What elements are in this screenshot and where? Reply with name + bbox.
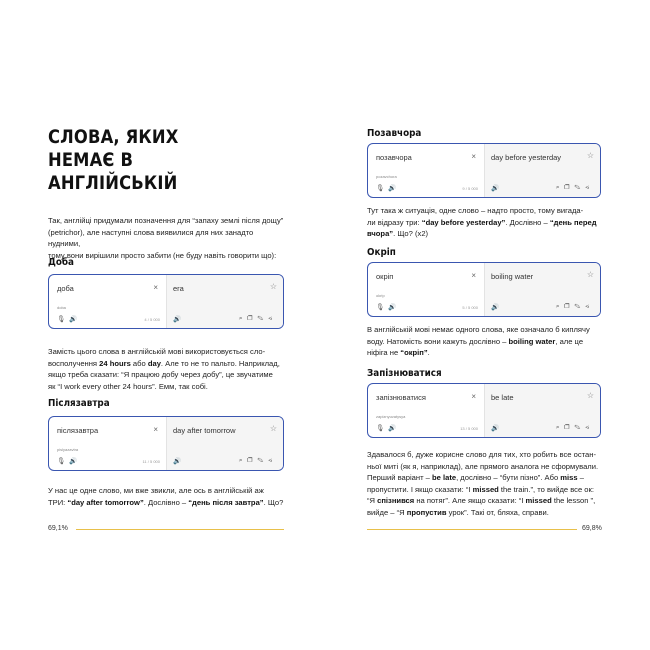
text-run: , але це: [555, 336, 584, 346]
share-icon[interactable]: ⋖: [268, 457, 277, 464]
section-heading-zapiznyuvatysya: Запізнюватися: [367, 368, 442, 379]
search-icon[interactable]: ⌕: [238, 315, 248, 322]
target-pane: [484, 144, 600, 197]
star-icon[interactable]: ☆: [586, 270, 594, 279]
char-count: 4 / 5 000: [144, 317, 160, 322]
target-pane: [484, 384, 600, 437]
rich-text: [367, 449, 605, 518]
source-tools: [57, 457, 81, 465]
rich-text: [48, 346, 284, 392]
text-line: [367, 461, 605, 473]
translation-text: day before yesterday: [491, 153, 562, 162]
search-icon[interactable]: ⌕: [238, 457, 248, 464]
transliteration: doba: [57, 305, 66, 310]
text-run: вийде – “Я: [367, 507, 407, 517]
bold-text: 24 hours: [99, 358, 131, 368]
mic-icon[interactable]: 🎙: [376, 425, 389, 432]
bold-text: missed: [525, 496, 552, 505]
intro-line: тому вони вирішили просто забити (не буду навіть говорити що):: [48, 250, 277, 260]
bold-text: miss: [560, 473, 578, 482]
source-tools: [376, 184, 400, 192]
mic-icon[interactable]: 🎙: [57, 458, 70, 465]
footer-rule: [76, 529, 284, 530]
translation-text: era: [173, 284, 184, 293]
text-line: [48, 358, 284, 370]
transliteration: pislyazavtra: [57, 447, 79, 452]
text-run: воду. Натомість вони кажуть дослівно –: [367, 336, 509, 346]
copy-icon[interactable]: ❐: [564, 184, 575, 191]
clear-icon[interactable]: ×: [471, 152, 476, 161]
source-pane: [368, 384, 484, 437]
star-icon[interactable]: ☆: [269, 282, 277, 291]
source-pane: [49, 417, 166, 470]
text-run: пропустити. І якщо сказати: “I: [367, 484, 473, 494]
translation-text: day after tomorrow: [173, 426, 236, 435]
text-line: [367, 336, 605, 348]
intro-line: (petrichor), але наступні слова виявилися для них занадто нудними,: [48, 227, 254, 248]
text-run: .: [427, 348, 430, 357]
source-text[interactable]: післязавтра: [57, 426, 99, 435]
text-run: ніфіга не: [367, 348, 401, 357]
text-run: . Дослівно –: [143, 497, 189, 507]
source-text[interactable]: позавчора: [376, 153, 412, 162]
text-run: на потяг”. Але якщо сказати: “I: [414, 496, 526, 505]
clear-icon[interactable]: ×: [153, 283, 158, 292]
char-count: 9 / 5 000: [462, 186, 478, 191]
text-line: [367, 347, 605, 359]
char-count: 13 / 5 000: [460, 426, 478, 431]
bold-text: вчора”: [367, 229, 394, 238]
speaker-icon[interactable]: 🔊: [491, 185, 500, 192]
bold-text: “день після завтра”: [188, 497, 264, 507]
speaker-icon[interactable]: 🔊: [173, 316, 182, 323]
footer-rule: [367, 529, 577, 530]
rich-text: [367, 324, 605, 359]
copy-icon[interactable]: ❐: [247, 315, 258, 322]
source-pane: [49, 275, 166, 328]
text-line: [367, 449, 605, 461]
star-icon[interactable]: ☆: [269, 424, 277, 433]
text-run: Тут така ж ситуація, одне слово – надто просто, тому вигада-: [367, 206, 584, 215]
copy-icon[interactable]: ❐: [564, 303, 575, 310]
translate-card-zapiznyuvatysya: [367, 383, 601, 438]
text-line: [48, 485, 284, 497]
search-icon[interactable]: ⌕: [555, 424, 565, 431]
target-pane: [166, 275, 283, 328]
section-heading-okrip: Окріп: [367, 247, 396, 258]
text-run: як “I work every other 24 hours”. Емм, так собі.: [48, 381, 208, 391]
text-run: Здавалося б, дуже корисне слово для тих, хто робить все остан-: [367, 450, 596, 459]
feedback-icon[interactable]: ✎: [257, 315, 269, 322]
char-count: 5 / 5 000: [462, 305, 478, 310]
section-heading-doba: Доба: [48, 257, 74, 268]
text-line: [48, 369, 284, 381]
mic-icon[interactable]: 🎙: [376, 185, 389, 192]
translate-card-doba: [48, 274, 284, 329]
bold-text: “day before yesterday”: [421, 217, 506, 227]
share-icon[interactable]: ⋖: [585, 303, 594, 310]
text-run: . Але то не то пальто. Наприклад,: [160, 358, 280, 368]
rich-text: [367, 205, 605, 240]
target-pane: [166, 417, 283, 470]
bold-text: be late: [432, 473, 457, 482]
text-line: [367, 507, 605, 519]
text-line: [367, 217, 605, 229]
speaker-icon[interactable]: 🔊: [173, 458, 182, 465]
speaker-icon[interactable]: 🔊: [69, 458, 82, 465]
text-run: . Що?: [263, 497, 284, 507]
search-icon[interactable]: ⌕: [555, 303, 565, 310]
text-run: . Дослівно –: [505, 217, 550, 227]
transliteration: pozavchora: [376, 174, 397, 179]
search-icon[interactable]: ⌕: [555, 184, 565, 191]
text-run: восполучення: [48, 358, 100, 368]
text-line: [48, 346, 284, 358]
page-title: СЛОВА, ЯКИХ НЕМАЄ В АНГЛІЙСЬКІЙ: [48, 126, 179, 194]
source-tools: [376, 424, 400, 432]
text-run: ТРИ:: [48, 497, 68, 507]
text-run: the train.”, то вийде все ок:: [498, 484, 594, 494]
star-icon[interactable]: ☆: [586, 391, 594, 400]
clear-icon[interactable]: ×: [153, 425, 158, 434]
source-tools: [57, 315, 81, 323]
target-pane: [484, 263, 600, 316]
text-run: Замість цього слова в англійській мові використовується сло-: [48, 347, 266, 356]
translate-card-okrip: [367, 262, 601, 317]
page-progress: 69,1%: [48, 525, 68, 532]
share-icon[interactable]: ⋖: [268, 315, 277, 322]
star-icon[interactable]: ☆: [586, 151, 594, 160]
bold-text: “день перед: [549, 217, 597, 227]
feedback-icon[interactable]: ✎: [574, 184, 586, 191]
intro-paragraph: [48, 215, 284, 261]
transliteration: zapiznyuvatysya: [376, 414, 406, 419]
bold-text: “окріп”: [400, 348, 428, 357]
intro-line: Так, англійці придумали позначення для “запаху землі після дощу”: [48, 216, 284, 225]
bold-text: пропустив: [406, 507, 447, 517]
bold-text: “day after tomorrow”: [67, 497, 144, 507]
source-text[interactable]: окріп: [376, 272, 394, 281]
share-icon[interactable]: ⋖: [585, 424, 594, 431]
text-line: [367, 495, 605, 507]
text-run: the lesson ”,: [551, 496, 596, 505]
text-run: “Я: [367, 496, 378, 505]
text-line: [367, 484, 605, 496]
rich-text: [48, 485, 284, 508]
char-count: 11 / 5 000: [142, 459, 160, 464]
source-pane: [368, 263, 484, 316]
mic-icon[interactable]: 🎙: [57, 316, 70, 323]
speaker-icon[interactable]: 🔊: [69, 316, 82, 323]
translation-text: be late: [491, 393, 514, 402]
bold-text: boiling water: [508, 336, 556, 346]
bold-text: спізнився: [377, 496, 415, 505]
section-heading-pislyazavtra: Післязавтра: [48, 398, 110, 409]
feedback-icon[interactable]: ✎: [257, 457, 269, 464]
text-run: . Що? (x2): [393, 229, 429, 238]
text-run: або: [130, 358, 148, 368]
text-run: урок”. Такі от, бляха, справи.: [446, 507, 549, 517]
text-run: У нас це одне слово, ми вже звикли, але ось в англійській аж: [48, 486, 264, 495]
share-icon[interactable]: ⋖: [585, 184, 594, 191]
source-pane: [368, 144, 484, 197]
text-run: , дослівно – “бути пізно”. Або: [456, 473, 561, 482]
text-run: Перший варіант –: [367, 473, 433, 482]
text-run: –: [577, 473, 584, 482]
speaker-icon[interactable]: 🔊: [388, 304, 401, 311]
mic-icon[interactable]: 🎙: [376, 304, 389, 311]
text-line: [367, 228, 605, 240]
text-line: [367, 324, 605, 336]
text-run: ньої миті (як я, наприклад), але прямого аналога не сформували.: [367, 461, 599, 471]
source-text[interactable]: запізнюватися: [376, 393, 426, 402]
translation-text: boiling water: [491, 272, 534, 281]
text-run: якщо треба сказати: “Я працюю добу через добу”, це звучатиме: [48, 370, 273, 379]
bold-text: day: [147, 358, 161, 368]
feedback-icon[interactable]: ✎: [574, 303, 586, 310]
text-run: ли відразу три:: [367, 217, 422, 227]
text-run: В англійській мові немає одного слова, яке означало б киплячу: [367, 325, 590, 334]
copy-icon[interactable]: ❐: [247, 457, 258, 464]
copy-icon[interactable]: ❐: [564, 424, 575, 431]
bold-text: missed: [472, 484, 499, 494]
translate-card-pislyazavtra: [48, 416, 284, 471]
section-heading-pozavchora: Позавчора: [367, 128, 422, 139]
speaker-icon[interactable]: 🔊: [491, 425, 500, 432]
feedback-icon[interactable]: ✎: [574, 424, 586, 431]
transliteration: okrip: [376, 293, 385, 298]
text-line: [48, 497, 284, 509]
source-tools: [376, 303, 400, 311]
text-line: [48, 381, 284, 393]
speaker-icon[interactable]: 🔊: [388, 185, 401, 192]
speaker-icon[interactable]: 🔊: [388, 425, 401, 432]
clear-icon[interactable]: ×: [471, 271, 476, 280]
speaker-icon[interactable]: 🔊: [491, 304, 500, 311]
translate-card-pozavchora: [367, 143, 601, 198]
clear-icon[interactable]: ×: [471, 392, 476, 401]
text-line: [367, 205, 605, 217]
text-line: [367, 472, 605, 484]
page-progress: 69,8%: [582, 525, 602, 532]
source-text[interactable]: доба: [57, 284, 74, 293]
